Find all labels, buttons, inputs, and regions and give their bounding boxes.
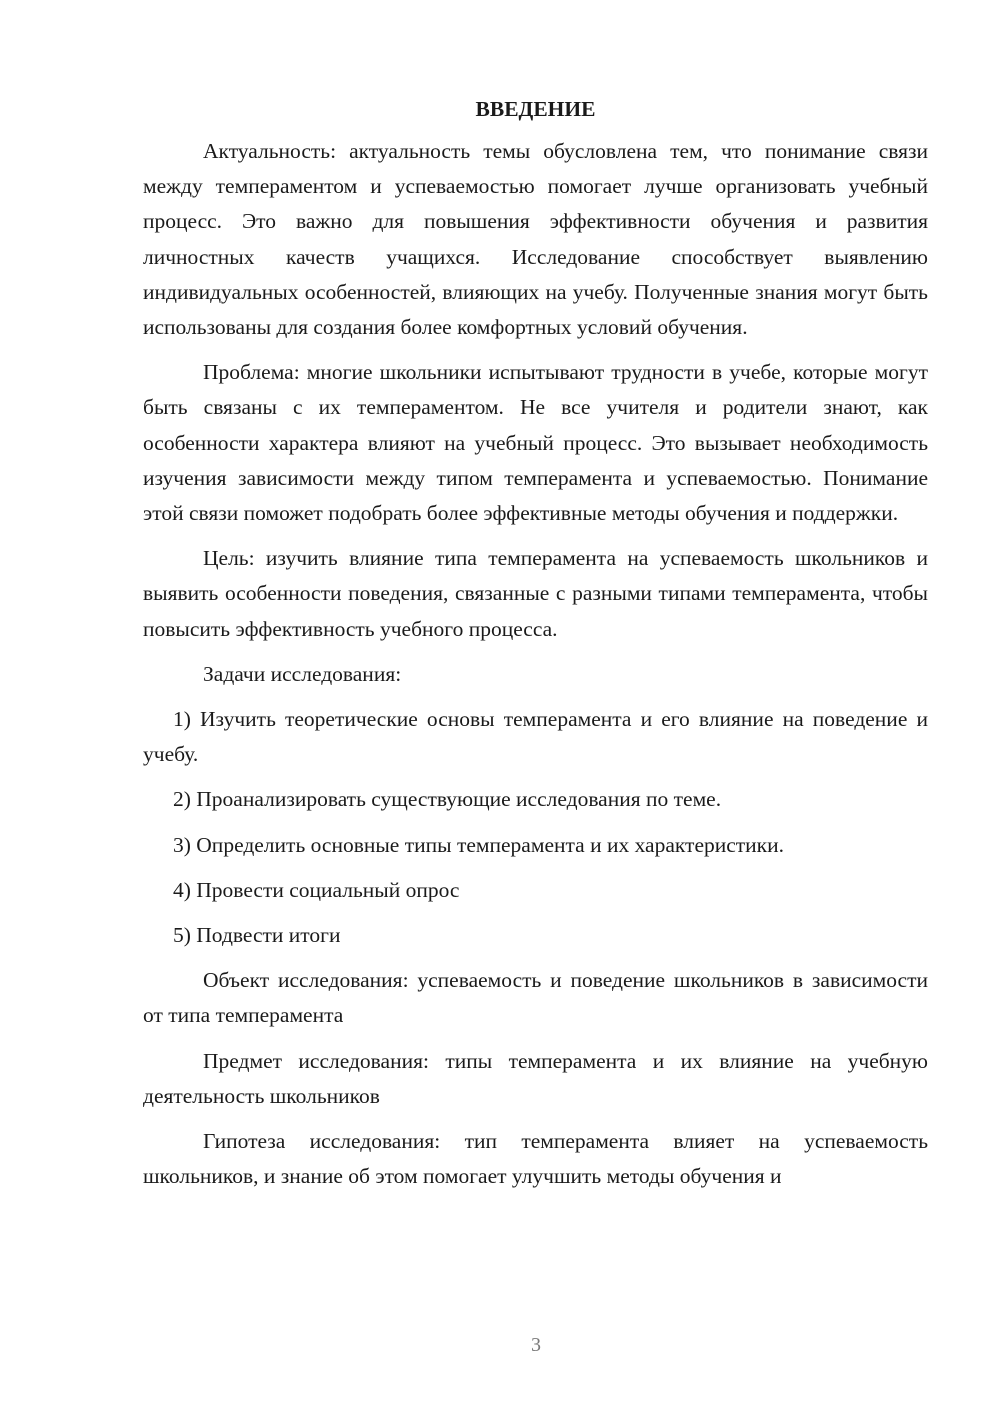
paragraph-relevance: Актуальность: актуальность темы обусловлена тем, что понимание связи между темпераментом и успеваемостью помогает лучше организовать учебный процесс. Это важно для повышения эффективности обучения и развития личностных качеств учащихся. Исследование способствует выявлению индивидуальных особенностей, влияющих на учебу. Полученные знания могут быть использованы для создания более комфортных условий обучения. bbox=[143, 139, 928, 340]
paragraph-object: Объект исследования: успеваемость и поведение школьников в зависимости от типа темперамента bbox=[143, 968, 928, 1028]
page-content bbox=[143, 92, 928, 1204]
paragraph-subject: Предмет исследования: типы темперамента и их влияние на учебную деятельность школьников bbox=[143, 1048, 928, 1108]
paragraph-tasks-title: Задачи исследования: bbox=[203, 661, 402, 686]
paragraph-problem: Проблема: многие школьники испытывают трудности в учебе, которые могут быть связаны с их темпераментом. Не все учителя и родители знают, как особенности характера влияют на учебный процесс. Это вызывает необходимость изучения зависимости между типом темперамента и успеваемостью. Понимание этой связи поможет подобрать более эффективные методы обучения и поддержки. bbox=[143, 360, 928, 526]
task-item-3: 3) Определить основные типы темперамента и их характеристики. bbox=[173, 832, 785, 857]
task-item-2: 2) Проанализировать существующие исследования по теме. bbox=[173, 787, 722, 812]
task-item-1: 1) Изучить теоретические основы темперамента и его влияние на поведение и учебу. bbox=[143, 707, 928, 767]
paragraph-hypothesis: Гипотеза исследования: тип темперамента влияет на успеваемость школьников, и знание об этом помогает улучшить методы обучения и bbox=[143, 1129, 928, 1189]
task-item-4: 4) Провести социальный опрос bbox=[173, 877, 460, 902]
page-number: 3 bbox=[531, 1334, 541, 1356]
section-heading: ВВЕДЕНИЕ bbox=[475, 97, 596, 121]
paragraph-goal: Цель: изучить влияние типа темперамента на успеваемость школьников и выявить особенности поведения, связанные с разными типами темперамента, чтобы повысить эффективность учебного процесса. bbox=[143, 546, 928, 641]
task-item-5: 5) Подвести итоги bbox=[173, 923, 341, 948]
